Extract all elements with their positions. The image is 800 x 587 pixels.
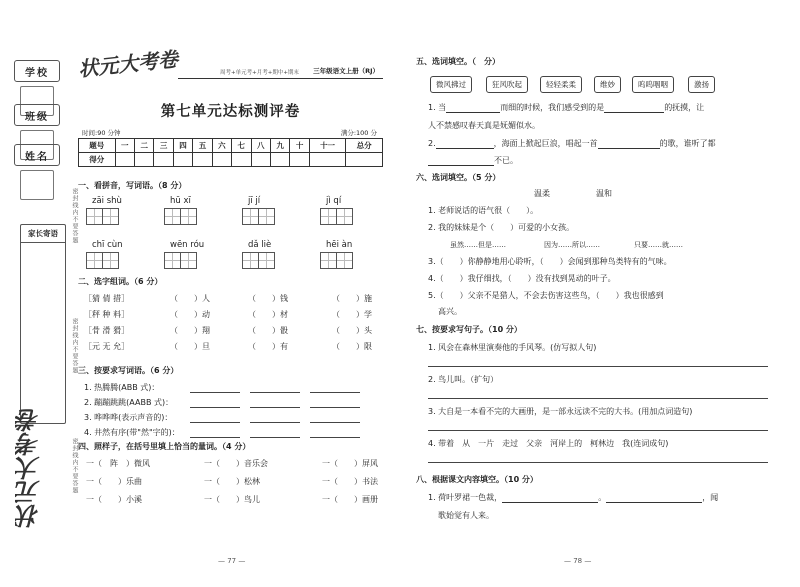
parent-message-box: [20, 224, 66, 424]
score-header-cell: 六: [212, 139, 231, 153]
section-5-title: 五、选词填空。（ 分）: [416, 57, 500, 66]
char-choice-group: ［骨 滑 猾］: [84, 326, 130, 335]
s5-q2-line1: 2. ，海面上掀起巨浪，唱起一首 的歌，谁听了都: [428, 139, 716, 148]
section-1-title: 一、看拼音，写词语。（8 分）: [78, 181, 187, 190]
page-header: [77, 46, 383, 82]
measure-word-blank[interactable]: 一（ 阵 ）微风: [86, 459, 150, 468]
section-7-title: 七、按要求写句子。（10 分）: [416, 325, 522, 334]
answer-line: [428, 398, 768, 399]
measure-word-blank[interactable]: 一（ ）音乐会: [204, 459, 268, 468]
score-header-cell: 八: [251, 139, 270, 153]
exam-title: 第七单元达标测评卷: [160, 103, 301, 120]
fill-blank[interactable]: （ ）施: [332, 294, 372, 303]
score-header-cell: 十: [290, 139, 309, 153]
section-4-title: 四、照样子，在括号里填上恰当的量词。（4 分）: [78, 442, 251, 451]
answer-line[interactable]: [310, 437, 360, 438]
word-task: 1. 热腾腾(ABB 式)：: [84, 383, 160, 392]
header-grade: 三年级语文上册（RJ）: [313, 67, 379, 75]
tian-grid[interactable]: [86, 252, 118, 269]
answer-line[interactable]: [190, 392, 240, 393]
score-header-cell: 五: [193, 139, 212, 153]
measure-word-blank[interactable]: 一（ ）画册: [322, 495, 378, 504]
answer-line[interactable]: [250, 407, 300, 408]
fill-blank[interactable]: （ ）旦: [170, 342, 210, 351]
score-cell[interactable]: [134, 153, 153, 167]
fill-blank[interactable]: （ ）头: [332, 326, 372, 335]
s6-conj-1: 虽然……但是……: [450, 241, 506, 249]
seal-note-3: 密封线内不要答题: [71, 438, 78, 494]
s6-word-2: 温和: [596, 189, 612, 198]
answer-line[interactable]: [310, 407, 360, 408]
seal-note-1: 密封线内不要答题: [71, 188, 78, 244]
name-label: 姓名: [14, 144, 60, 166]
score-cell[interactable]: [232, 153, 251, 167]
tian-grid[interactable]: [86, 208, 118, 225]
answer-line[interactable]: [190, 437, 240, 438]
left-page: [78, 0, 383, 587]
s7-q1: 1. 风会在森林里演奏他的手风琴。(仿写拟人句): [428, 343, 597, 352]
s6-conj-3: 只要……就……: [634, 241, 683, 249]
s6-q4: 4.（ ）我仔细找，（ ）没有找到晃动的叶子。: [428, 274, 616, 283]
fill-blank[interactable]: （ ）学: [332, 310, 372, 319]
fill-blank[interactable]: （ ）有: [248, 342, 288, 351]
char-choice-group: ［元 无 允］: [84, 342, 130, 351]
exam-time: 时间:90 分钟: [82, 129, 121, 137]
fill-blank[interactable]: （ ）骰: [248, 326, 288, 335]
section-6-title: 六、选词填空。（5 分）: [416, 173, 501, 182]
fill-blank[interactable]: （ ）翔: [170, 326, 210, 335]
measure-word-blank[interactable]: 一（ ）松林: [204, 477, 260, 486]
word-choice-box: 狂风吹起: [486, 76, 528, 93]
binding-sidebar: [6, 38, 78, 578]
s7-q4: 4. 带着 从 一片 走过 父亲 河岸上的 柯林边 我(连词成句): [428, 439, 669, 448]
word-task: 4. 井然有序(带"然"字的)：: [84, 428, 180, 437]
measure-word-blank[interactable]: 一（ ）书法: [322, 477, 378, 486]
score-cell[interactable]: [115, 153, 134, 167]
header-series: 周考+单元考+月考+期中+期末: [220, 70, 299, 76]
s6-q2: 2. 我的妹妹是个（ ）可爱的小女孩。: [428, 223, 575, 232]
tian-grid[interactable]: [320, 252, 352, 269]
s6-q5-cont: 高兴。: [438, 307, 462, 316]
s6-conj-2: 因为……所以……: [544, 241, 600, 249]
sidebar-logo: 状元大考卷: [15, 408, 44, 528]
pinyin-label: chī cùn: [92, 240, 123, 250]
s6-q1: 1. 老师说话的语气很（ ）。: [428, 206, 539, 215]
score-header-cell: 二: [134, 139, 153, 153]
answer-line: [428, 430, 768, 431]
pinyin-label: hū xī: [170, 196, 191, 206]
score-cell[interactable]: [173, 153, 192, 167]
score-cell[interactable]: [154, 153, 173, 167]
fill-blank[interactable]: （ ）钱: [248, 294, 288, 303]
header-logo: 状元大考卷: [77, 46, 180, 82]
section-3-title: 三、按要求写词语。（6 分）: [78, 366, 179, 375]
s6-word-1: 温柔: [534, 189, 550, 198]
score-row-label: 得分: [79, 153, 116, 167]
score-header-cell: 七: [232, 139, 251, 153]
pinyin-label: dǎ liè: [248, 240, 272, 250]
name-blank: [20, 170, 54, 200]
score-cell[interactable]: [346, 153, 383, 167]
parent-message-label: 家长寄语: [21, 225, 65, 243]
s7-q2: 2. 鸟儿叫。（扩句）: [428, 375, 499, 384]
score-header-cell: 九: [270, 139, 289, 153]
section-8-title: 八、根据课文内容填空。（10 分）: [416, 475, 538, 484]
exam-full-score: 满分:100 分: [340, 129, 377, 137]
tian-grid[interactable]: [164, 208, 196, 225]
tian-grid[interactable]: [164, 252, 196, 269]
pinyin-label: jì qí: [326, 196, 342, 206]
answer-line: [428, 462, 768, 463]
answer-line: [428, 366, 768, 367]
tian-grid[interactable]: [320, 208, 352, 225]
score-header-cell: 十一: [309, 139, 346, 153]
page-number-right: — 78 —: [564, 557, 592, 565]
fill-blank[interactable]: （ ）动: [170, 310, 210, 319]
score-header-cell: 三: [154, 139, 173, 153]
s5-q1-line1: 1. 当 而细的时候，我们感受到的是 的抚摸，让: [428, 103, 705, 112]
score-cell[interactable]: [290, 153, 309, 167]
pinyin-label: hēi àn: [326, 240, 353, 250]
score-table: [78, 138, 383, 167]
s5-q1-line2: 人不禁感叹春天真是妩媚似水。: [428, 121, 540, 130]
score-cell[interactable]: [193, 153, 212, 167]
score-header-cell: 一: [115, 139, 134, 153]
word-task: 3. 哗哗哗(表示声音的)：: [84, 413, 173, 422]
pinyin-label: zāi shù: [92, 196, 122, 206]
measure-word-blank[interactable]: 一（ ）小溪: [86, 495, 142, 504]
s7-q3: 3. 大自是一本看不完的大画册，是一部永远读不完的大书。(用加点词造句): [428, 407, 693, 416]
answer-line[interactable]: [310, 392, 360, 393]
pinyin-label: wēn róu: [170, 240, 205, 250]
word-choice-box: 维妙: [594, 76, 621, 93]
score-cell[interactable]: [212, 153, 231, 167]
score-header-cell: 题号: [79, 139, 116, 153]
right-page: [414, 0, 774, 587]
school-label: 学校: [14, 60, 60, 82]
score-cell[interactable]: [251, 153, 270, 167]
measure-word-blank[interactable]: 一（ ）鸟儿: [204, 495, 260, 504]
answer-line[interactable]: [190, 422, 240, 423]
score-cell[interactable]: [270, 153, 289, 167]
tian-grid[interactable]: [242, 252, 274, 269]
answer-line[interactable]: [250, 422, 300, 423]
page-number-left: — 77 —: [218, 557, 246, 565]
char-choice-group: ［秤 种 料］: [84, 310, 130, 319]
score-header-cell: 四: [173, 139, 192, 153]
s8-q1-line2: 歌始觉有人来。: [438, 511, 494, 520]
s6-q3: 3.（ ）你静静地用心聆听，（ ）会闻到那种鸟类特有的气味。: [428, 257, 672, 266]
pinyin-label: jī jí: [248, 196, 261, 206]
answer-line[interactable]: [310, 422, 360, 423]
measure-word-blank[interactable]: 一（ ）屏风: [322, 459, 378, 468]
word-choice-box: 微风拂过: [430, 76, 472, 93]
seal-note-2: 密封线内不要答题: [71, 318, 78, 374]
answer-line[interactable]: [190, 407, 240, 408]
s6-q5: 5.（ ）父亲不是猎人，不会去伤害这些鸟，（ ）我也很感到: [428, 291, 664, 300]
char-choice-group: ［猜 倩 措］: [84, 294, 130, 303]
tian-grid[interactable]: [242, 208, 274, 225]
answer-line[interactable]: [250, 392, 300, 393]
word-choice-box: 轻轻柔柔: [540, 76, 582, 93]
s5-q2-line2: 不已。: [428, 155, 518, 166]
word-task: 2. 蹦蹦跳跳(AABB 式)：: [84, 398, 174, 407]
fill-blank[interactable]: （ ）材: [248, 310, 288, 319]
word-choice-box: 呜呜咽咽: [632, 76, 674, 93]
fill-blank[interactable]: （ ）限: [332, 342, 372, 351]
score-header-cell: 总分: [346, 139, 383, 153]
s8-q1-line1: 1. 荷叶罗裙一色裁， 。 ，闻: [428, 493, 719, 502]
score-cell[interactable]: [309, 153, 346, 167]
section-2-title: 二、选字组词。（6 分）: [78, 277, 163, 286]
measure-word-blank[interactable]: 一（ ）乐曲: [86, 477, 142, 486]
answer-line[interactable]: [250, 437, 300, 438]
word-choice-box: 激扬: [688, 76, 715, 93]
class-label: 班级: [14, 104, 60, 126]
fill-blank[interactable]: （ ）人: [170, 294, 210, 303]
